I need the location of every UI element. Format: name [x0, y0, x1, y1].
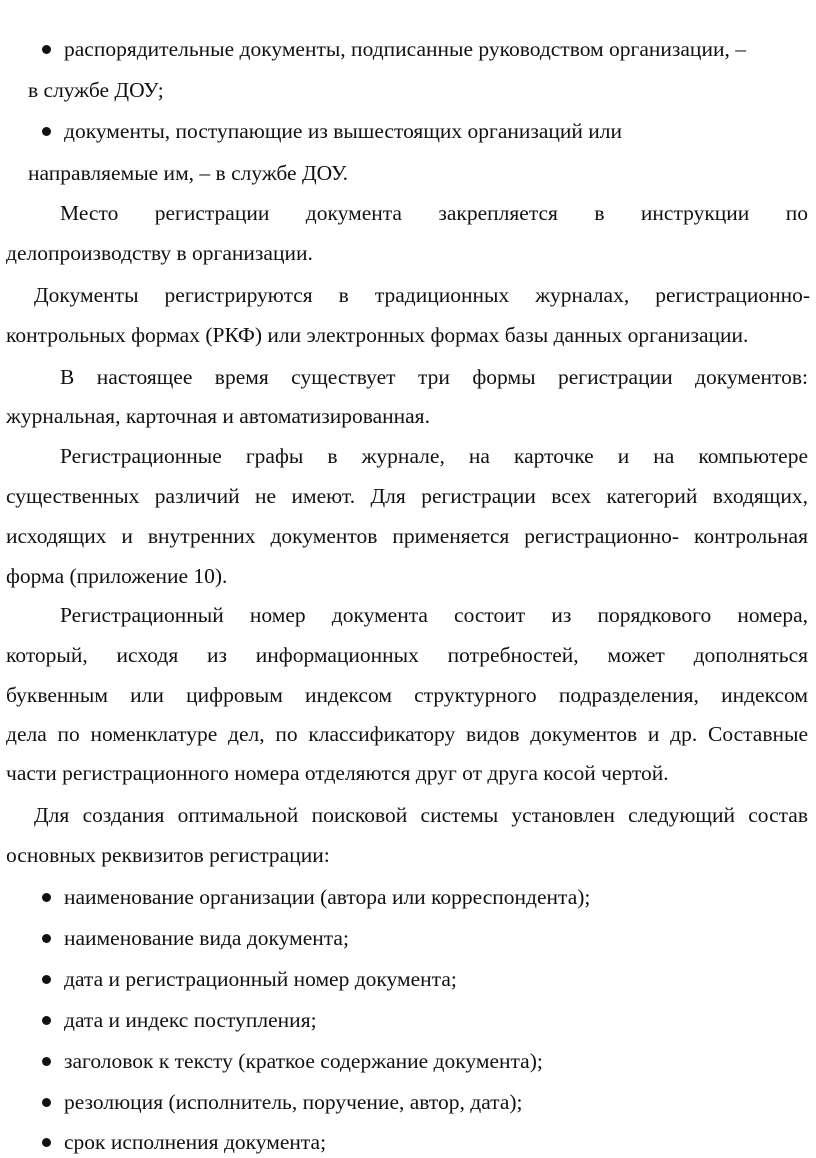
- bullet-icon: [42, 1016, 51, 1025]
- paragraph-line: В настоящее время существует три формы регистрации документов:: [60, 365, 808, 389]
- paragraph-line: журнальная, карточная и автоматизированная.: [6, 404, 430, 428]
- bullet-icon: [42, 45, 51, 54]
- paragraph-line: Регистрационный номер документа состоит из порядкового номера,: [60, 603, 808, 627]
- bullet-text-continuation: в службе ДОУ;: [28, 78, 164, 102]
- list-item: дата и индекс поступления;: [64, 1008, 317, 1032]
- bullet-text: распорядительные документы, подписанные руководством организации, –: [64, 37, 746, 61]
- bullet-icon: [42, 893, 51, 902]
- paragraph-line: дела по номенклатуре дел, по классификатору видов документов и др. Составные: [6, 722, 808, 746]
- bullet-icon: [42, 934, 51, 943]
- list-item: дата и регистрационный номер документа;: [64, 967, 457, 991]
- bullet-icon: [42, 1057, 51, 1066]
- paragraph-line: форма (приложение 10).: [6, 564, 228, 588]
- bullet-icon: [42, 975, 51, 984]
- paragraph-line: делопроизводству в организации.: [6, 241, 313, 265]
- list-item: заголовок к тексту (краткое содержание документа);: [64, 1049, 543, 1073]
- list-item: резолюция (исполнитель, поручение, автор, дата);: [64, 1090, 523, 1114]
- bullet-icon: [42, 1138, 51, 1147]
- list-item: наименование вида документа;: [64, 926, 349, 950]
- paragraph-line: Регистрационные графы в журнале, на карточке и на компьютере: [60, 444, 808, 468]
- paragraph-line: который, исходя из информационных потребностей, может дополняться: [6, 643, 808, 667]
- paragraph-line: основных реквизитов регистрации:: [6, 843, 330, 867]
- paragraph-line: контрольных формах (РКФ) или электронных формах базы данных организации.: [6, 323, 749, 347]
- paragraph-line: исходящих и внутренних документов применяется регистрационно- контрольная: [6, 524, 808, 548]
- paragraph-line: части регистрационного номера отделяются друг от друга косой чертой.: [6, 761, 669, 785]
- bullet-text-continuation: направляемые им, – в службе ДОУ.: [28, 161, 349, 185]
- bullet-icon: [42, 127, 51, 136]
- bullet-text: документы, поступающие из вышестоящих организаций или: [64, 119, 623, 143]
- bullet-icon: [42, 1098, 51, 1107]
- paragraph-line: Место регистрации документа закрепляется в инструкции по: [60, 201, 808, 225]
- list-item: наименование организации (автора или корреспондента);: [64, 885, 591, 909]
- paragraph-line: существенных различий не имеют. Для регистрации всех категорий входящих,: [6, 484, 808, 508]
- paragraph-line: буквенным или цифровым индексом структурного подразделения, индексом: [6, 683, 808, 707]
- list-item: срок исполнения документа;: [64, 1130, 327, 1154]
- paragraph-line: Документы регистрируются в традиционных журналах, регистрационно-: [34, 283, 810, 307]
- paragraph-line: Для создания оптимальной поисковой системы установлен следующий состав: [34, 803, 808, 827]
